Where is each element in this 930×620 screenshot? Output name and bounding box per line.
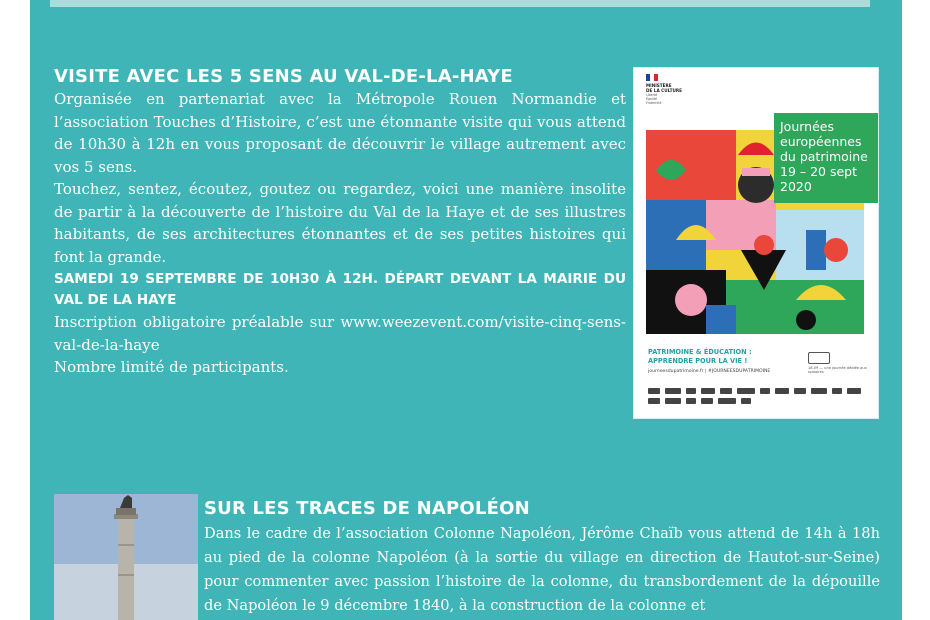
section1-paragraph2: Touchez, sentez, écoutez, goutez ou regardez, voici une manière insolite de partir à la découverte de l’histoire du Val de la Haye et de ses illustres habitants, de ses architectures étonnantes et de ses petites histoires qui font la grande. bbox=[54, 180, 626, 266]
event-line-5: 2020 bbox=[780, 179, 812, 194]
top-band bbox=[50, 0, 870, 7]
partner-logo bbox=[648, 398, 660, 404]
partner-logo bbox=[811, 388, 827, 394]
section-napoleon bbox=[204, 498, 880, 618]
section2-paragraph: Dans le cadre de l’association Colonne Napoléon, Jérôme Chaïb vous attend de 14h à 18h au pied de la colonne Napoléon (à la sortie du village en direction de Hautot-sur-Seine) pour commenter avec passion l’histoire de la colonne, du transbordement de la dépouille de Napoléon le 9 décembre 1840, à la construction de la colonne et bbox=[204, 525, 880, 614]
partner-logo bbox=[737, 388, 755, 394]
section1-inscription: Inscription obligatoire préalable sur www.weezevent.com/visite-cinq-sens-val-de-la-haye bbox=[54, 313, 626, 354]
partner-logo bbox=[686, 398, 696, 404]
poster-tagline bbox=[648, 348, 798, 365]
partner-logo bbox=[648, 388, 660, 394]
ministry-line2: DE LA CULTURE bbox=[646, 88, 682, 93]
ministry-motto: Liberté Égalité Fraternité bbox=[646, 93, 662, 105]
partner-logo bbox=[701, 388, 715, 394]
partner-logo bbox=[686, 388, 696, 394]
scolaires-note bbox=[808, 352, 870, 375]
section1-heading: VISITE AVEC LES 5 SENS AU VAL-DE-LA-HAYE bbox=[54, 66, 513, 87]
tagline-line1: PATRIMOINE & ÉDUCATION : bbox=[648, 348, 752, 356]
event-line-2: européennes bbox=[780, 134, 862, 149]
partner-logo bbox=[775, 388, 789, 394]
event-line-1: Journées bbox=[780, 119, 834, 134]
partner-logo bbox=[665, 388, 681, 394]
school-building-icon bbox=[808, 352, 830, 364]
event-line-4: 19 – 20 sept bbox=[780, 164, 858, 179]
partner-logo bbox=[847, 388, 861, 394]
section1-paragraph1: Organisée en partenariat avec la Métropole Rouen Normandie et l’association Touches d’Histoire, c’est une étonnante visite qui vous attend de 10h30 à 12h en vous proposant de découvrir le village autrement avec vos 5 sens. bbox=[54, 90, 626, 176]
ministry-line1: MINISTÈRE bbox=[646, 83, 672, 88]
jep-poster bbox=[634, 68, 878, 418]
partner-logo bbox=[832, 388, 842, 394]
partner-logo bbox=[741, 398, 751, 404]
event-line-3: du patrimoine bbox=[780, 149, 868, 164]
column-photo-drawing bbox=[54, 494, 198, 620]
partner-logo bbox=[794, 388, 806, 394]
french-flag-icon bbox=[646, 74, 658, 81]
scolaires-note-text: 18.09 — une journée dédiée aux scolaires bbox=[808, 366, 867, 375]
section1-date-line: SAMEDI 19 SEPTEMBRE DE 10H30 À 12H. DÉPART DEVANT LA MAIRIE DU VAL DE LA HAYE bbox=[54, 271, 626, 308]
partner-logo bbox=[718, 398, 736, 404]
page-panel bbox=[30, 0, 902, 620]
tagline-line2: APPRENDRE POUR LA VIE ! bbox=[648, 356, 748, 365]
section-visite-5-sens bbox=[54, 66, 626, 379]
section2-heading: SUR LES TRACES DE NAPOLÉON bbox=[204, 498, 530, 519]
napoleon-column-photo bbox=[54, 494, 198, 620]
poster-site: journeesdupatrimoine.fr | #JOURNEESDUPATRIMOINE bbox=[648, 369, 771, 374]
event-title-box bbox=[774, 113, 878, 203]
partner-logos bbox=[648, 388, 868, 412]
section1-limit: Nombre limité de participants. bbox=[54, 358, 289, 376]
partner-logo bbox=[665, 398, 681, 404]
partner-logo bbox=[720, 388, 732, 394]
partner-logo bbox=[760, 388, 770, 394]
partner-logo bbox=[701, 398, 713, 404]
ministry-logo bbox=[646, 74, 706, 105]
